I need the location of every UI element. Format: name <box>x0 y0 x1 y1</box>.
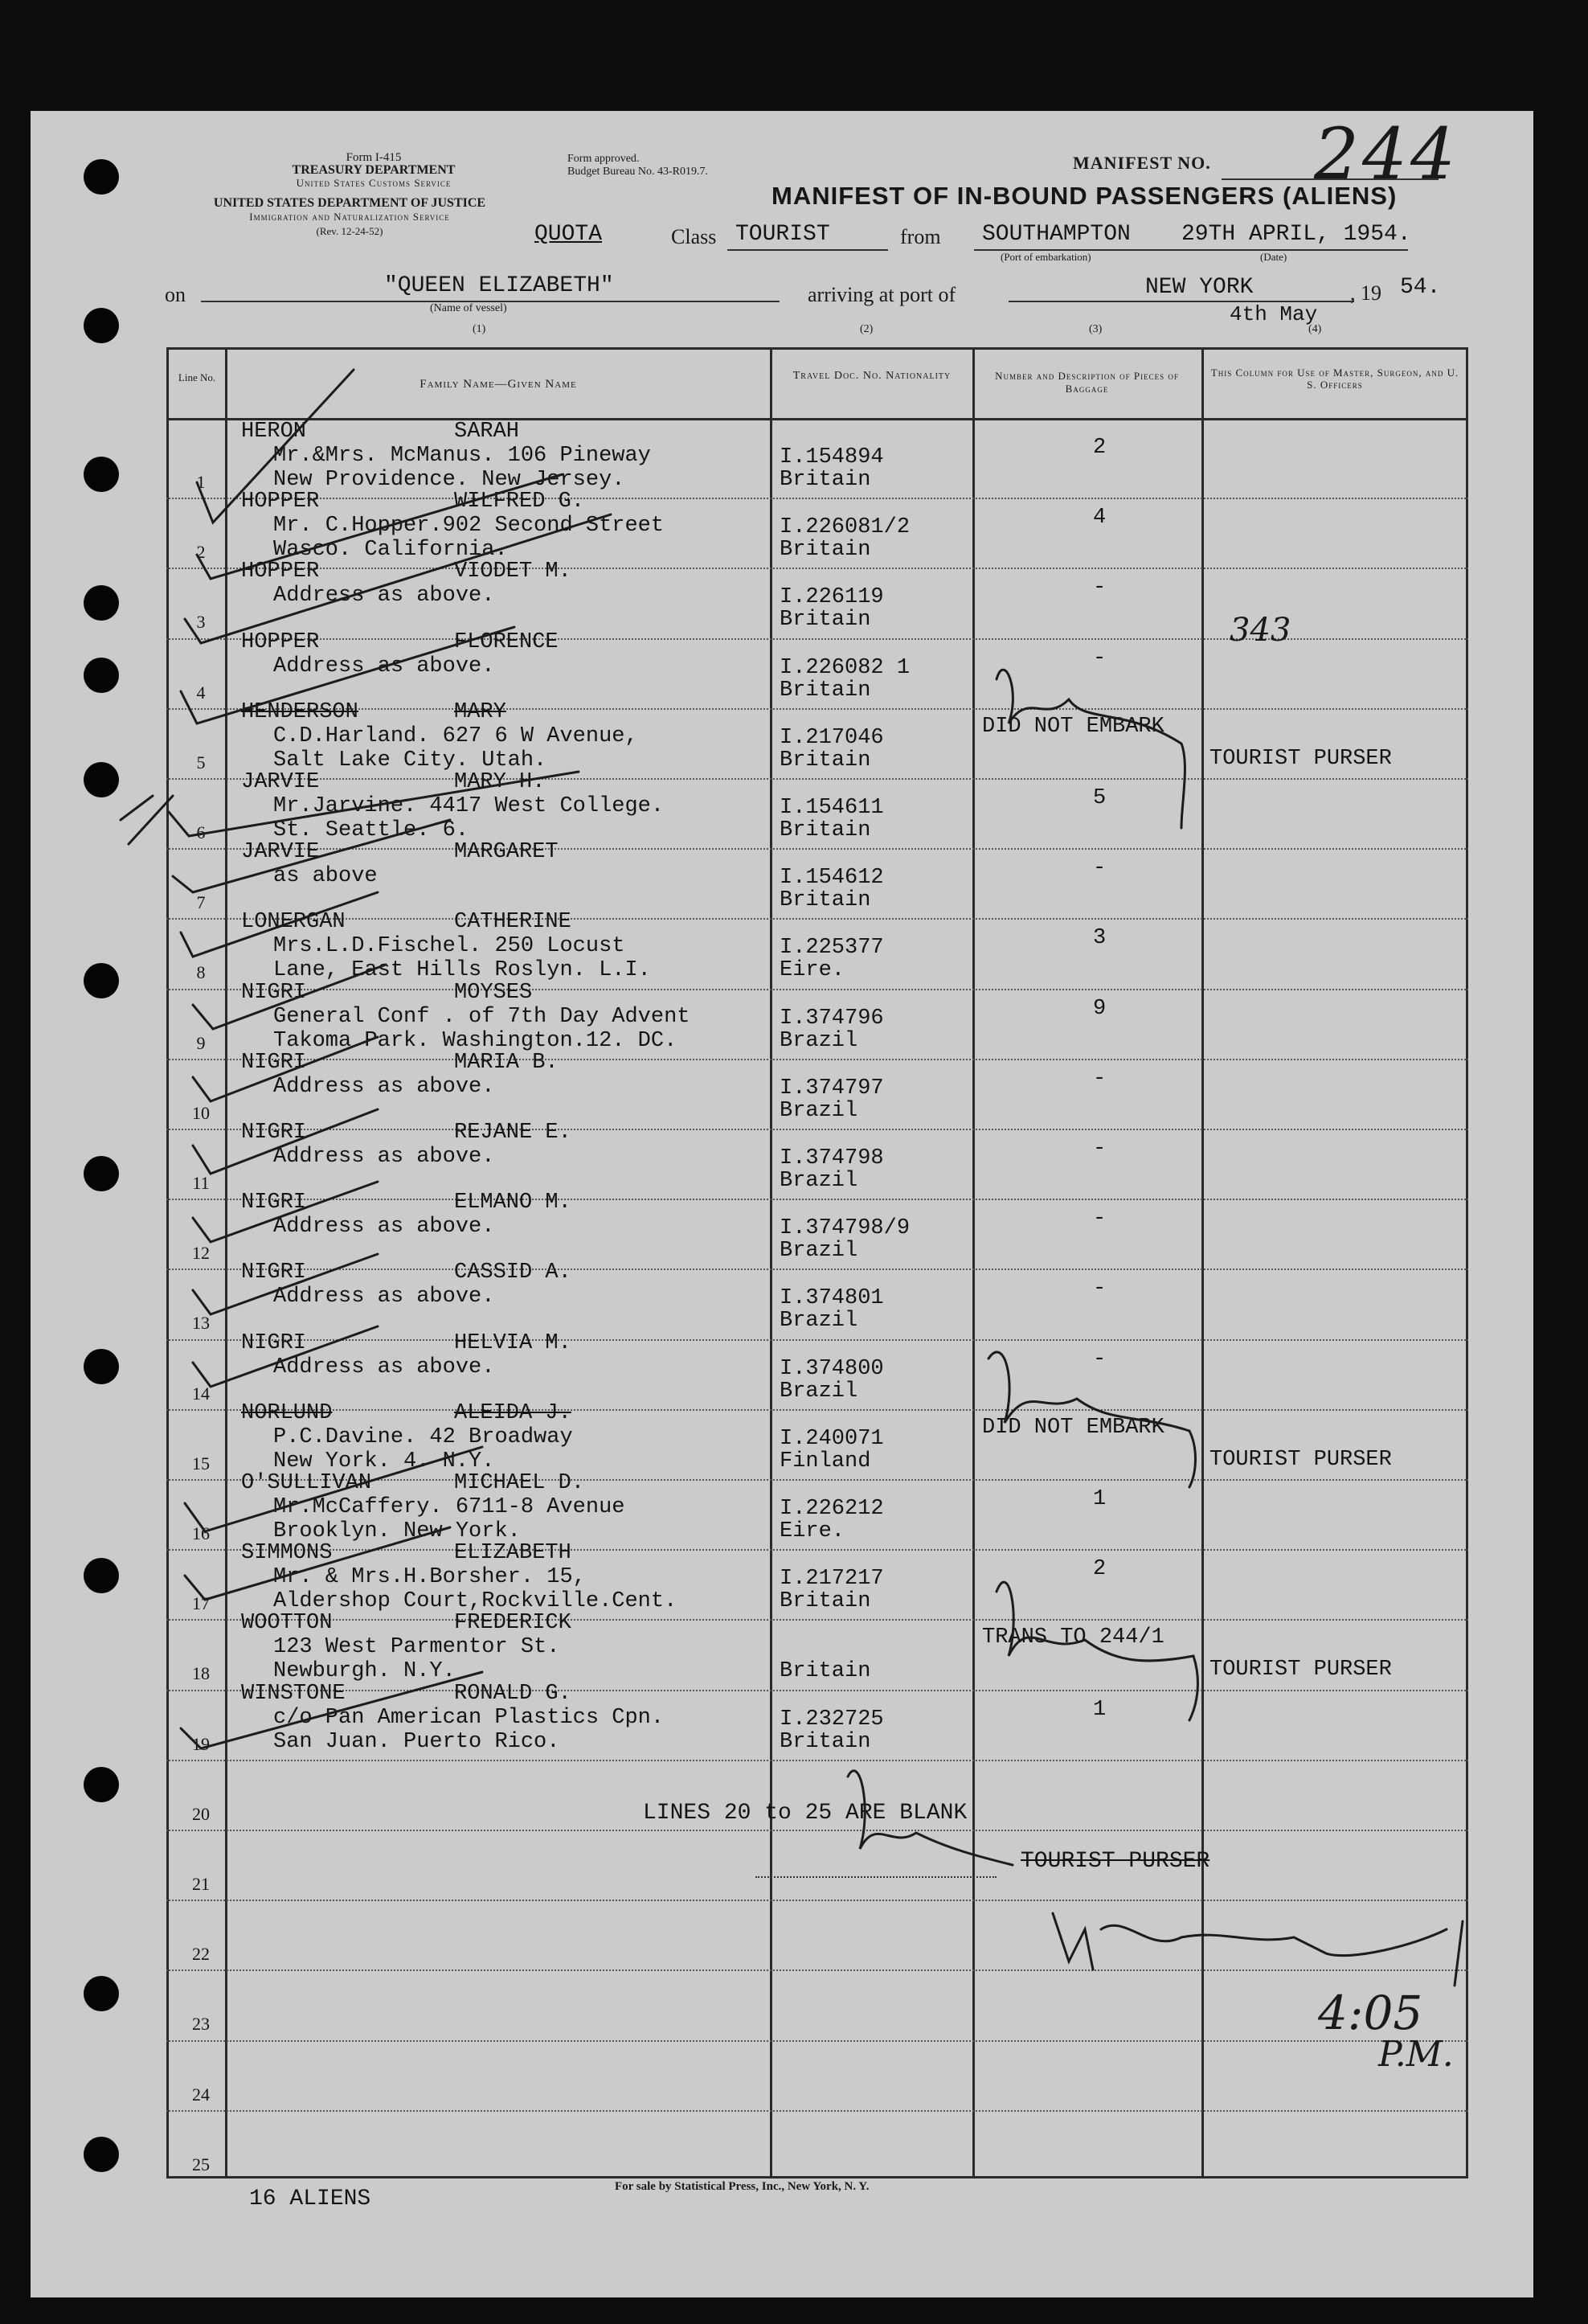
check-mark <box>193 1326 378 1387</box>
baggage-count: 5 <box>1093 786 1107 810</box>
officer-note: TOURIST PURSER <box>1209 1447 1392 1472</box>
family-name: JARVIE <box>241 840 320 865</box>
check-mark <box>197 370 354 523</box>
given-name: ALEIDA J. <box>454 1400 571 1425</box>
travel-doc-number: I.374801 <box>780 1286 884 1311</box>
line-number: 18 <box>192 1663 210 1684</box>
family-name: NIGRI <box>241 1121 307 1145</box>
given-name: FREDERICK <box>454 1611 571 1636</box>
col-num-2: (2) <box>860 323 874 335</box>
baggage-count: 3 <box>1093 926 1107 951</box>
col-header-travel-doc: Travel Doc. No. Nationality <box>792 370 952 382</box>
family-name: HOPPER <box>241 629 320 654</box>
manifest-number: 244 <box>1314 113 1459 195</box>
family-name: SIMMONS <box>241 1541 333 1566</box>
col-header-line-no: Line No. <box>178 371 216 383</box>
budget-bureau: Budget Bureau No. 43-R019.7. <box>567 166 708 178</box>
given-name: RONALD G. <box>454 1681 571 1706</box>
baggage-count: - <box>1093 1066 1107 1091</box>
address-line: Aldershop Court,Rockville.Cent. <box>273 1589 677 1614</box>
family-name: HENDERSON <box>241 699 358 724</box>
customs-service: United States Customs Service <box>296 177 452 189</box>
family-name: NIGRI <box>241 1191 307 1215</box>
travel-doc-number: I.225377 <box>780 936 884 961</box>
address-line: St. Seattle. 6. <box>273 818 469 842</box>
given-name: MARY H. <box>454 770 546 794</box>
baggage-count: 2 <box>1093 1557 1107 1582</box>
arrival-year: 54. <box>1400 275 1441 300</box>
given-name: MARGARET <box>454 840 559 865</box>
line-number: 12 <box>192 1243 210 1264</box>
line-number: 17 <box>192 1593 210 1614</box>
travel-doc-number: I.154894 <box>780 445 884 469</box>
line-number: 1 <box>196 472 206 492</box>
address-line: Mrs.L.D.Fischel. 250 Locust <box>273 934 625 959</box>
officer-note: 343 <box>1230 612 1291 650</box>
handwritten-time: 4:05 <box>1318 1986 1423 2040</box>
baggage-count: 1 <box>1093 1487 1107 1511</box>
address-line: San Juan. Puerto Rico. <box>273 1729 560 1754</box>
address-line: Mr.Jarvine. 4417 West College. <box>273 794 665 818</box>
port-of-embarkation: SOUTHAMPTON <box>982 222 1131 247</box>
address-line: Mr. & Mrs.H.Borsher. 15, <box>273 1565 586 1590</box>
line-number: 21 <box>192 1874 210 1894</box>
aliens-count: 16 ALIENS <box>249 2187 371 2211</box>
line-number: 13 <box>192 1313 210 1334</box>
vessel-name: "QUEEN ELIZABETH" <box>384 273 614 298</box>
nationality: Britain <box>780 678 871 703</box>
given-name: HELVIA M. <box>454 1330 571 1355</box>
family-name: NIGRI <box>241 980 307 1005</box>
address-line: Address as above. <box>273 1145 495 1169</box>
address-line: Mr.McCaffery. 6711-8 Avenue <box>273 1495 625 1519</box>
address-line: Address as above. <box>273 1285 495 1310</box>
given-name: MOYSES <box>454 980 533 1005</box>
nationality: Britain <box>780 608 871 633</box>
line-number: 14 <box>192 1383 210 1404</box>
address-line: P.C.Davine. 42 Broadway <box>273 1424 573 1449</box>
arriving-label: arriving at port of <box>808 283 956 306</box>
baggage-count: 1 <box>1093 1697 1107 1722</box>
given-name: FLORENCE <box>454 629 559 654</box>
line-number: 8 <box>196 962 206 983</box>
family-name: NORLUND <box>241 1400 333 1425</box>
address-line: Mr. C.Hopper.902 Second Street <box>273 514 665 539</box>
address-line: Address as above. <box>273 654 495 678</box>
arrival-date: 4th May <box>1230 302 1318 326</box>
line-number: 9 <box>196 1032 206 1053</box>
address-line: New York. 4. N.Y. <box>273 1449 495 1474</box>
footer-purser: TOURIST PURSER <box>1021 1849 1210 1874</box>
given-name: ELIZABETH <box>454 1541 571 1566</box>
check-mark <box>181 1672 482 1748</box>
quota-label: QUOTA <box>534 222 603 247</box>
nationality: Brazil <box>780 1379 858 1404</box>
travel-doc-number: I.374796 <box>780 1006 884 1031</box>
baggage-count: TRANS TO 244/1 <box>982 1625 1164 1650</box>
given-name: VIODET M. <box>454 559 571 584</box>
address-line: Salt Lake City. Utah. <box>273 748 547 773</box>
line-number: 7 <box>196 892 206 913</box>
col-header-officers: This Column for Use of Master, Surgeon, and U. S. Officers <box>1210 367 1459 391</box>
line-number: 16 <box>192 1523 210 1543</box>
travel-doc-number: I.374797 <box>780 1076 884 1101</box>
on-label: on <box>165 283 186 306</box>
col-num-3: (3) <box>1089 323 1103 335</box>
nationality: Britain <box>780 818 871 842</box>
inspector-initials <box>988 1352 1196 1487</box>
nationality: Britain <box>780 468 871 492</box>
handwritten-pm: P.M. <box>1378 2034 1454 2075</box>
line-number: 15 <box>192 1453 210 1474</box>
given-name: MARIA B. <box>454 1050 559 1075</box>
address-line: Address as above. <box>273 584 495 609</box>
baggage-count: - <box>1093 1277 1107 1301</box>
form-revision: (Rev. 12-24-52) <box>316 225 383 237</box>
address-line: Address as above. <box>273 1355 495 1379</box>
nationality: Britain <box>780 888 871 913</box>
vessel-caption: (Name of vessel) <box>430 302 507 314</box>
nationality: Britain <box>780 748 871 773</box>
check-mark <box>193 1037 378 1101</box>
inspector-initials <box>997 670 1185 828</box>
travel-doc-number: I.154612 <box>780 866 884 891</box>
baggage-count: - <box>1093 646 1107 670</box>
baggage-count: 2 <box>1093 436 1107 460</box>
given-name: REJANE E. <box>454 1121 571 1145</box>
check-mark <box>181 627 514 723</box>
travel-doc-number: I.374800 <box>780 1356 884 1381</box>
line-number: 2 <box>196 542 206 563</box>
date-caption: (Date) <box>1260 251 1287 263</box>
address-line: New Providence. New Jersey. <box>273 468 625 492</box>
given-name: WILFRED G. <box>454 490 585 514</box>
from-label: from <box>900 225 941 248</box>
baggage-count: DID NOT EMBARK <box>982 714 1164 739</box>
travel-doc-number: I.226119 <box>780 585 884 610</box>
embarkation-date: 29TH APRIL, 1954. <box>1181 222 1411 247</box>
officer-signature <box>1053 1913 1463 1986</box>
family-name: HOPPER <box>241 490 320 514</box>
line-number: 19 <box>192 1733 210 1754</box>
baggage-count: DID NOT EMBARK <box>982 1415 1164 1440</box>
nationality: Brazil <box>780 1309 858 1334</box>
address-line: Address as above. <box>273 1074 495 1099</box>
baggage-count: 9 <box>1093 996 1107 1021</box>
marginal-mark <box>121 796 173 844</box>
baggage-count: - <box>1093 1207 1107 1232</box>
nationality: Brazil <box>780 1239 858 1264</box>
col-num-1: (1) <box>473 323 486 335</box>
baggage-count: 4 <box>1093 506 1107 531</box>
nationality: Britain <box>780 1659 871 1684</box>
nationality: Britain <box>780 1729 871 1754</box>
check-mark <box>185 514 611 643</box>
page-title: MANIFEST OF IN-BOUND PASSENGERS (ALIENS) <box>771 182 1398 210</box>
travel-doc-number: I.217046 <box>780 725 884 750</box>
address-line: Mr.&Mrs. McManus. 106 Pineway <box>273 444 651 468</box>
family-name: WINSTONE <box>241 1681 346 1706</box>
baggage-count: - <box>1093 576 1107 600</box>
line-number: 22 <box>192 1944 210 1965</box>
line-number: 6 <box>196 822 206 842</box>
nationality: Eire. <box>780 1519 845 1543</box>
arrival-port: NEW YORK <box>1145 275 1254 300</box>
check-mark <box>193 1109 378 1174</box>
class-value: TOURIST <box>735 222 830 247</box>
nationality: Britain <box>780 538 871 563</box>
class-label: Class <box>671 225 717 248</box>
address-line: C.D.Harland. 627 6 W Avenue, <box>273 723 638 748</box>
check-mark <box>185 1447 482 1531</box>
form-number: Form I-415 <box>346 151 402 164</box>
given-name: CASSID A. <box>454 1260 571 1285</box>
family-name: O'SULLIVAN <box>241 1471 372 1495</box>
check-mark <box>185 1527 450 1600</box>
baggage-count: - <box>1093 856 1107 881</box>
travel-doc-number: I.226212 <box>780 1497 884 1521</box>
address-line: c/o Pan American Plastics Cpn. <box>273 1705 665 1730</box>
nationality: Brazil <box>780 1098 858 1123</box>
col-num-4: (4) <box>1308 323 1322 335</box>
line-number: 4 <box>196 682 206 703</box>
line-number: 3 <box>196 612 206 633</box>
given-name: ELMANO M. <box>454 1191 571 1215</box>
family-name: NIGRI <box>241 1260 307 1285</box>
line-number: 11 <box>192 1173 210 1193</box>
line-number: 24 <box>192 2084 210 2105</box>
check-mark <box>169 772 579 836</box>
nationality: Brazil <box>780 1028 858 1053</box>
officer-note: TOURIST PURSER <box>1209 1658 1392 1683</box>
family-name: NIGRI <box>241 1050 307 1075</box>
ins-service: Immigration and Naturalization Service <box>249 211 450 223</box>
family-name: NIGRI <box>241 1330 307 1355</box>
address-line: as above <box>273 864 378 889</box>
address-line: Newburgh. N.Y. <box>273 1659 456 1684</box>
travel-doc-number: I.232725 <box>780 1707 884 1732</box>
nationality: Eire. <box>780 958 845 983</box>
address-line: Brooklyn. New York. <box>273 1519 521 1543</box>
travel-doc-number: I.217217 <box>780 1567 884 1592</box>
col-header-baggage: Number and Description of Pieces of Baggage <box>995 370 1179 395</box>
blank-lines-note: LINES 20 to 25 ARE BLANK <box>643 1801 968 1826</box>
baggage-count: - <box>1093 1346 1107 1371</box>
line-number: 25 <box>192 2154 210 2174</box>
travel-doc-number: I.226082 1 <box>780 655 911 680</box>
line-number: 23 <box>192 2014 210 2035</box>
nationality: Britain <box>780 1589 871 1614</box>
check-mark <box>193 1182 378 1242</box>
nationality: Brazil <box>780 1169 858 1193</box>
col-header-name: Family Name—Given Name <box>420 378 577 391</box>
given-name: MICHAEL D. <box>454 1471 585 1495</box>
treasury-dept: TREASURY DEPARTMENT <box>292 163 456 177</box>
address-line: 123 West Parmentor St. <box>273 1635 560 1660</box>
line-number: 5 <box>196 752 206 773</box>
address-line: General Conf . of 7th Day Advent <box>273 1004 690 1029</box>
check-mark <box>181 892 378 957</box>
baggage-count: - <box>1093 1137 1107 1161</box>
family-name: JARVIE <box>241 770 320 794</box>
form-approved: Form approved. <box>567 153 640 165</box>
manifest-label: MANIFEST NO. <box>1073 153 1211 173</box>
officer-note: TOURIST PURSER <box>1209 746 1392 771</box>
check-mark <box>197 474 563 579</box>
nationality: Finland <box>780 1449 871 1474</box>
family-name: WOOTTON <box>241 1611 333 1636</box>
travel-doc-number: I.240071 <box>780 1426 884 1451</box>
inspector-initials <box>997 1582 1197 1720</box>
address-line: Wasco. California. <box>273 538 508 563</box>
given-name: MARY <box>454 699 506 724</box>
family-name: HOPPER <box>241 559 320 584</box>
travel-doc-number: I.374798 <box>780 1146 884 1170</box>
family-name: LONERGAN <box>241 910 346 935</box>
address-line: Address as above. <box>273 1215 495 1240</box>
travel-doc-number: I.226081/2 <box>780 515 911 540</box>
inspector-initials <box>848 1771 1013 1865</box>
travel-doc-number: I.374798/9 <box>780 1216 911 1241</box>
address-line: Takoma Park. Washington.12. DC. <box>273 1028 677 1053</box>
port-caption: (Port of embarkation) <box>1001 251 1091 263</box>
travel-doc-number: I.154611 <box>780 796 884 820</box>
check-mark <box>193 965 386 1029</box>
given-name: CATHERINE <box>454 910 571 935</box>
given-name: SARAH <box>454 420 520 444</box>
address-line: Lane, East Hills Roslyn. L.I. <box>273 958 651 983</box>
justice-dept: UNITED STATES DEPARTMENT OF JUSTICE <box>213 196 486 210</box>
family-name: HERON <box>241 420 307 444</box>
check-mark <box>193 1254 378 1314</box>
line-number: 20 <box>192 1803 210 1824</box>
line-number: 10 <box>192 1102 210 1123</box>
printer-note: For sale by Statistical Press, Inc., New York, N. Y. <box>615 2180 870 2193</box>
year-prefix: , 19 <box>1350 281 1381 305</box>
